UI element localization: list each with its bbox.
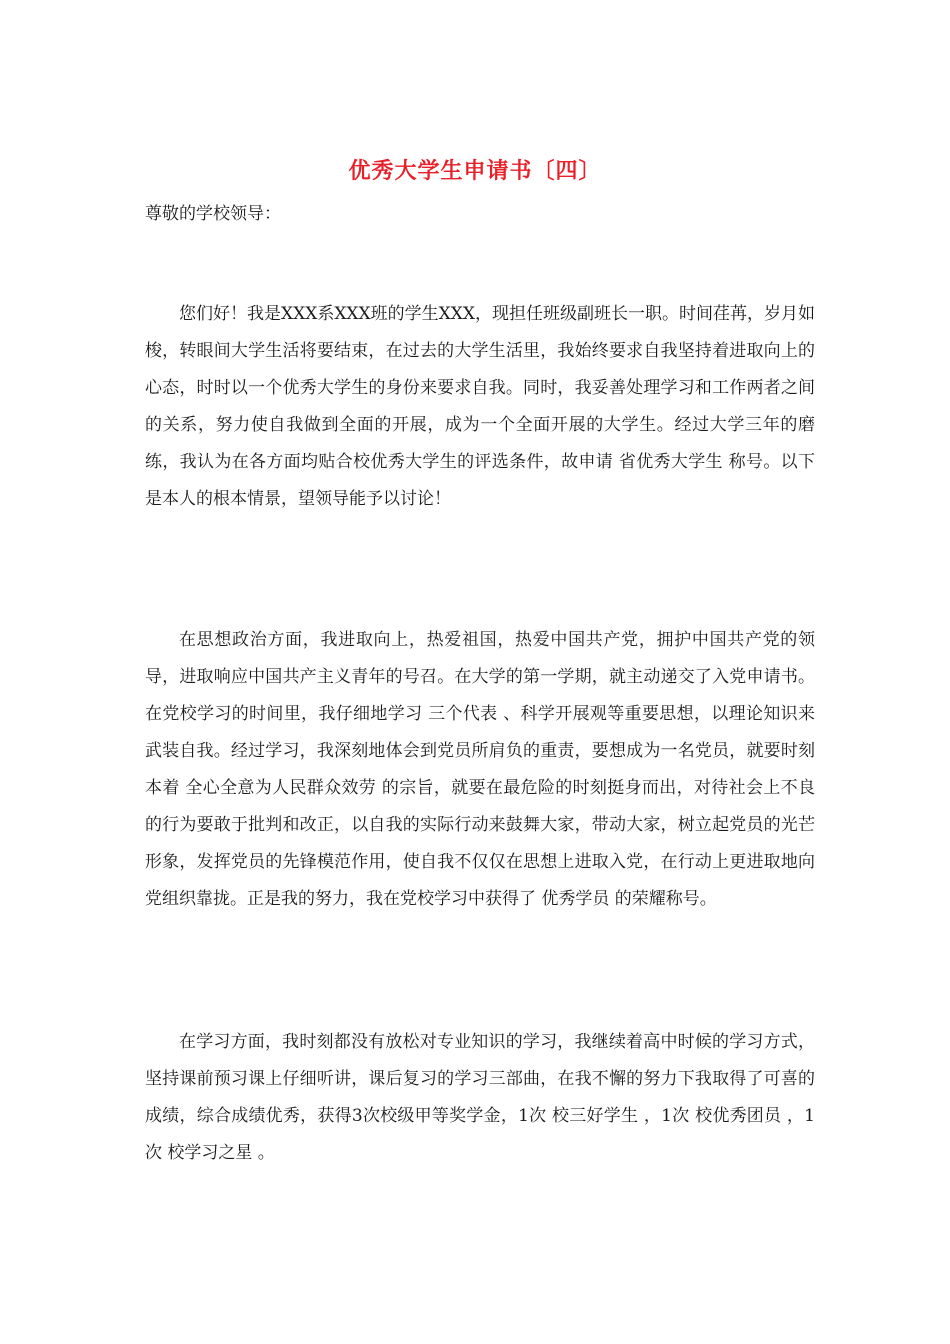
document-title: 优秀大学生申请书〔四〕 — [348, 158, 602, 184]
paragraph-introduction: 您们好！我是XXX系XXX班的学生XXX，现担任班级副班长一职。时间荏苒，岁月如梭，转眼间大学生活将要结束，在过去的大学生活里，我始终要求自我坚持着进取向上的心态，时时以一个优秀大学生的身份来要求自我。同时，我妥善处理学习和工作两者之间的关系，努力使自我做到全面的开展，成为一个全面开展的大学生。经过大学三年的磨练，我认为在各方面均贴合校优秀大学生的评选条件，故申请 省优秀大学生 称号。以下是本人的根本情景，望领导能予以讨论！ — [145, 304, 815, 509]
salutation: 尊敬的学校领导： — [145, 204, 281, 224]
paragraph-political: 在思想政治方面，我进取向上，热爱祖国，热爱中国共产党，拥护中国共产党的领导，进取响应中国共产主义青年的号召。在大学的第一学期，就主动递交了入党申请书。在党校学习的时间里，我仔细地学习 三个代表 、科学开展观等重要思想，以理论知识来武装自我。经过学习，我深刻地体会到党员所肩负的重责，要想成为一名党员，就要时刻本着 全心全意为人民群众效劳 的宗旨，就要在最危险的时刻挺身而出，对待社会上不良的行为要敢于批判和改正，以自我的实际行动来鼓舞大家，带动大家，树立起党员的光芒形象，发挥党员的先锋模范作用，使自我不仅仅在思想上进取入党，在行动上更进取地向党组织靠拢。正是我的努力，我在党校学习中获得了 优秀学员 的荣耀称号。 — [145, 630, 815, 909]
paragraph-study: 在学习方面，我时刻都没有放松对专业知识的学习，我继续着高中时候的学习方式，坚持课前预习课上仔细听讲，课后复习的学习三部曲，在我不懈的努力下我取得了可喜的成绩，综合成绩优秀，获得3次校级甲等奖学金，1次 校三好学生 ，1次 校优秀团员 ，1次 校学习之星 。 — [145, 1032, 815, 1163]
